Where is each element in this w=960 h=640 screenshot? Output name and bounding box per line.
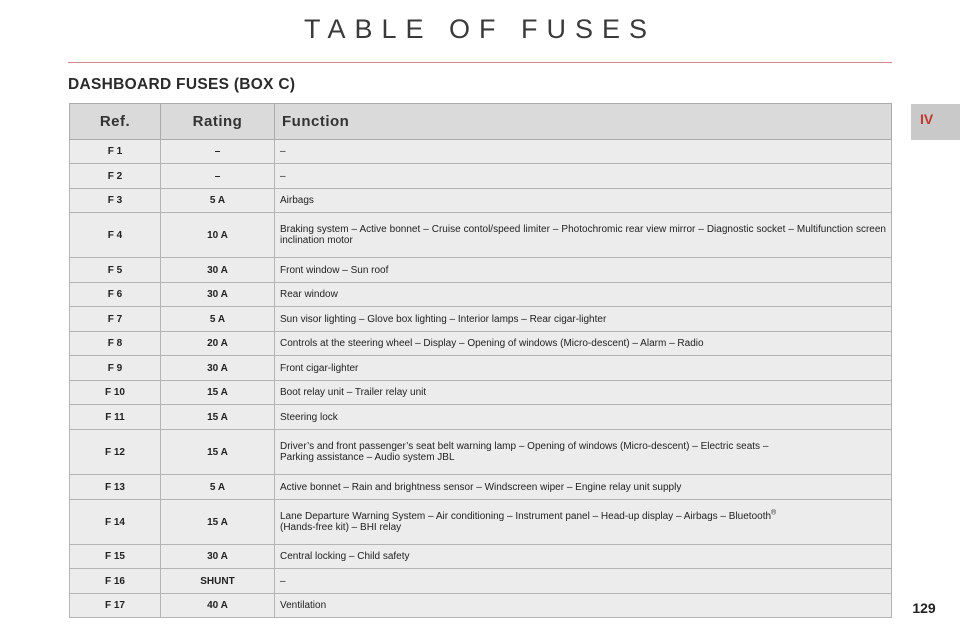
fuse-rating: 5 A [161, 475, 275, 500]
table-row [70, 258, 892, 283]
fuse-function [275, 500, 892, 545]
fuse-rating: 30 A [161, 283, 275, 307]
fuse-function-line: Lane Departure Warning System – Air conditioning – Instrument panel – Head-up display – Airbags – Bluetooth [280, 511, 772, 522]
fuse-ref: F 5 [70, 258, 161, 283]
fuse-rating: 5 A [161, 189, 275, 213]
fuse-function: Rear window [275, 283, 892, 307]
fuse-function: Active bonnet – Rain and brightness sensor – Windscreen wiper – Engine relay unit supply [275, 475, 892, 500]
fuse-ref: F 14 [70, 500, 161, 545]
fuse-rating: 10 A [161, 213, 275, 258]
fuse-function: Braking system – Active bonnet – Cruise contol/speed limiter – Photochromic rear view mirror – Diagnostic socket – Multifunction screen inclination motor [275, 213, 892, 258]
fuse-ref: F 2 [70, 164, 161, 189]
fuse-function: – [275, 569, 892, 594]
fuse-ref: F 9 [70, 356, 161, 381]
fuse-rating: 40 A [161, 594, 275, 618]
fuse-rating: 15 A [161, 381, 275, 405]
fuse-function: Controls at the steering wheel – Display – Opening of windows (Micro-descent) – Alarm – Radio [275, 332, 892, 356]
column-header-function: Function [275, 104, 892, 140]
fuse-table [69, 103, 892, 618]
table-row [70, 307, 892, 332]
fuse-ref: F 13 [70, 475, 161, 500]
fuse-function [275, 430, 892, 475]
fuse-rating: 30 A [161, 545, 275, 569]
table-row [70, 381, 892, 405]
table-row [70, 594, 892, 618]
table-row [70, 569, 892, 594]
fuse-function-line: Driver’s and front passenger’s seat belt warning lamp – Opening of windows (Micro-descent) – Electric seats – [280, 441, 769, 452]
fuse-function-line: (Hands-free kit) – BHI relay [280, 522, 402, 533]
table-row [70, 164, 892, 189]
title-divider [68, 62, 892, 63]
column-header-ref: Ref. [70, 104, 161, 140]
fuse-ref: F 4 [70, 213, 161, 258]
page-number: 129 [912, 600, 936, 616]
fuse-function: – [275, 140, 892, 164]
table-row [70, 430, 892, 475]
column-header-rating: Rating [161, 104, 275, 140]
fuse-rating: 30 A [161, 356, 275, 381]
fuse-rating: 30 A [161, 258, 275, 283]
fuse-function: Boot relay unit – Trailer relay unit [275, 381, 892, 405]
chapter-tab[interactable]: IV [911, 104, 960, 140]
table-row [70, 213, 892, 258]
table-row [70, 356, 892, 381]
fuse-ref: F 16 [70, 569, 161, 594]
fuse-function: Front window – Sun roof [275, 258, 892, 283]
fuse-rating: 15 A [161, 405, 275, 430]
table-row [70, 475, 892, 500]
fuse-function-line: Parking assistance – Audio system JBL [280, 452, 455, 463]
fuse-ref: F 10 [70, 381, 161, 405]
fuse-rating: 20 A [161, 332, 275, 356]
registered-mark: ® [771, 509, 777, 517]
fuse-rating: – [161, 164, 275, 189]
fuse-rating: 15 A [161, 430, 275, 475]
fuse-function: Ventilation [275, 594, 892, 618]
fuse-ref: F 6 [70, 283, 161, 307]
fuse-function: Sun visor lighting – Glove box lighting – Interior lamps – Rear cigar-lighter [275, 307, 892, 332]
table-row [70, 283, 892, 307]
fuse-function: Airbags [275, 189, 892, 213]
section-heading: DASHBOARD FUSES (BOX C) [68, 76, 296, 93]
fuse-function: Front cigar-lighter [275, 356, 892, 381]
table-row [70, 405, 892, 430]
table-row [70, 189, 892, 213]
table-row [70, 500, 892, 545]
table-row [70, 140, 892, 164]
fuse-ref: F 3 [70, 189, 161, 213]
table-row [70, 332, 892, 356]
fuse-ref: F 1 [70, 140, 161, 164]
fuse-ref: F 7 [70, 307, 161, 332]
fuse-ref: F 8 [70, 332, 161, 356]
fuse-function: – [275, 164, 892, 189]
fuse-ref: F 15 [70, 545, 161, 569]
fuse-ref: F 17 [70, 594, 161, 618]
fuse-rating: – [161, 140, 275, 164]
fuse-function: Steering lock [275, 405, 892, 430]
fuse-ref: F 11 [70, 405, 161, 430]
fuse-rating: SHUNT [161, 569, 275, 594]
table-header-row [70, 104, 892, 140]
table-row [70, 545, 892, 569]
fuse-rating: 5 A [161, 307, 275, 332]
fuse-function: Central locking – Child safety [275, 545, 892, 569]
fuse-ref: F 12 [70, 430, 161, 475]
fuse-rating: 15 A [161, 500, 275, 545]
page-title: TABLE OF FUSES [303, 14, 657, 44]
